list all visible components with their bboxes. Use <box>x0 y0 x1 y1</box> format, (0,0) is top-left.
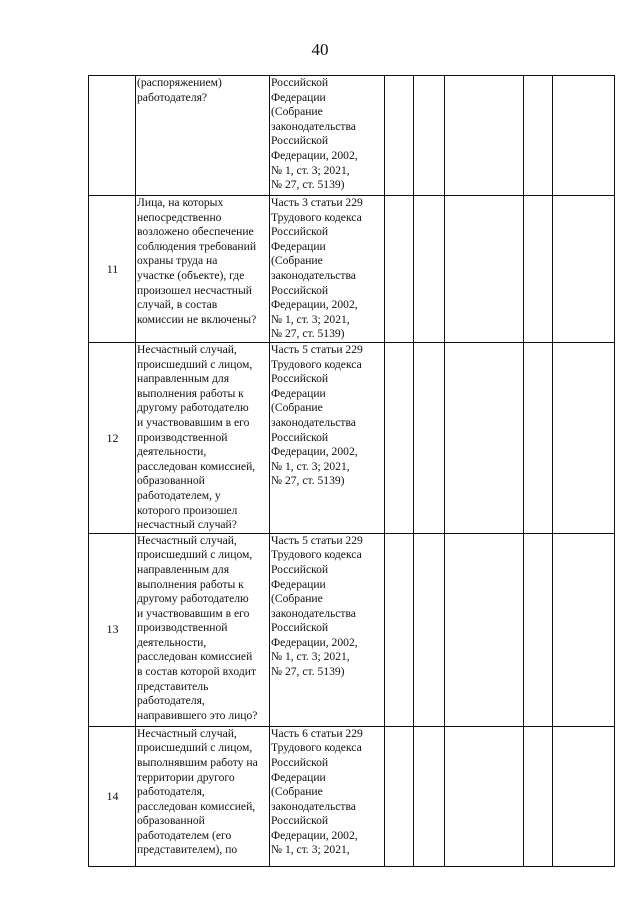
row-number: 13 <box>89 533 136 726</box>
not-applicable-cell <box>445 76 524 196</box>
not-applicable-cell <box>445 533 524 726</box>
answer-no-cell <box>414 196 445 343</box>
table-row <box>89 196 615 343</box>
answer-yes-cell <box>385 343 414 534</box>
answer-no-cell <box>414 533 445 726</box>
requirement-question: Несчастный случай, происшедший с лицом, направленным для выполнения работы к другому работодателю и участвовавшим в его производственной деятельности, расследован комиссией, образованной работодателем, у которого произошел несчастный случай? <box>136 343 270 534</box>
answer-no-cell <box>414 726 445 866</box>
table-row <box>89 343 615 534</box>
answer-extra-cell <box>524 76 553 196</box>
page-number: 40 <box>311 40 329 59</box>
not-applicable-cell <box>445 196 524 343</box>
answer-extra-cell <box>524 343 553 534</box>
notes-cell <box>553 76 615 196</box>
notes-cell <box>553 343 615 534</box>
answer-extra-cell <box>524 533 553 726</box>
row-number: 12 <box>89 343 136 534</box>
answer-yes-cell <box>385 726 414 866</box>
answer-yes-cell <box>385 196 414 343</box>
answer-no-cell <box>414 76 445 196</box>
row-number <box>89 76 136 196</box>
requirement-question: (распоряжением) работодателя? <box>136 76 270 196</box>
notes-cell <box>553 533 615 726</box>
notes-cell <box>553 196 615 343</box>
answer-yes-cell <box>385 533 414 726</box>
legal-reference: Часть 5 статьи 229 Трудового кодекса Российской Федерации (Собрание законодательства Российской Федерации, 2002, № 1, ст. 3; 2021, № 27, ст. 5139) <box>270 533 385 726</box>
row-number: 14 <box>89 726 136 866</box>
answer-no-cell <box>414 343 445 534</box>
not-applicable-cell <box>445 343 524 534</box>
legal-reference: Часть 6 статьи 229 Трудового кодекса Российской Федерации (Собрание законодательства Российской Федерации, 2002, № 1, ст. 3; 2021, <box>270 726 385 866</box>
table-row <box>89 726 615 866</box>
notes-cell <box>553 726 615 866</box>
row-number: 11 <box>89 196 136 343</box>
legal-reference: Российской Федерации (Собрание законодательства Российской Федерации, 2002, № 1, ст. 3; 2021, № 27, ст. 5139) <box>270 76 385 196</box>
answer-yes-cell <box>385 76 414 196</box>
legal-reference: Часть 3 статьи 229 Трудового кодекса Российской Федерации (Собрание законодательства Российской Федерации, 2002, № 1, ст. 3; 2021, № 27, ст. 5139) <box>270 196 385 343</box>
table-row <box>89 533 615 726</box>
legal-reference: Часть 5 статьи 229 Трудового кодекса Российской Федерации (Собрание законодательства Российской Федерации, 2002, № 1, ст. 3; 2021, № 27, ст. 5139) <box>270 343 385 534</box>
requirement-question: Несчастный случай, происшедший с лицом, направленным для выполнения работы к другому работодателю и участвовавшим в его производственной деятельности, расследован комиссией в состав которой входит представитель работодателя, направившего это лицо? <box>136 533 270 726</box>
answer-extra-cell <box>524 726 553 866</box>
answer-extra-cell <box>524 196 553 343</box>
checklist-table <box>88 75 615 867</box>
not-applicable-cell <box>445 726 524 866</box>
table-row <box>89 76 615 196</box>
requirement-question: Лица, на которых непосредственно возложено обеспечение соблюдения требований охраны труда на участке (объекте), где произошел несчастный случай, в состав комиссии не включены? <box>136 196 270 343</box>
requirement-question: Несчастный случай, происшедший с лицом, выполнявшим работу на территории другого работодателя, расследован комиссией, образованной работодателем (его представителем), по <box>136 726 270 866</box>
